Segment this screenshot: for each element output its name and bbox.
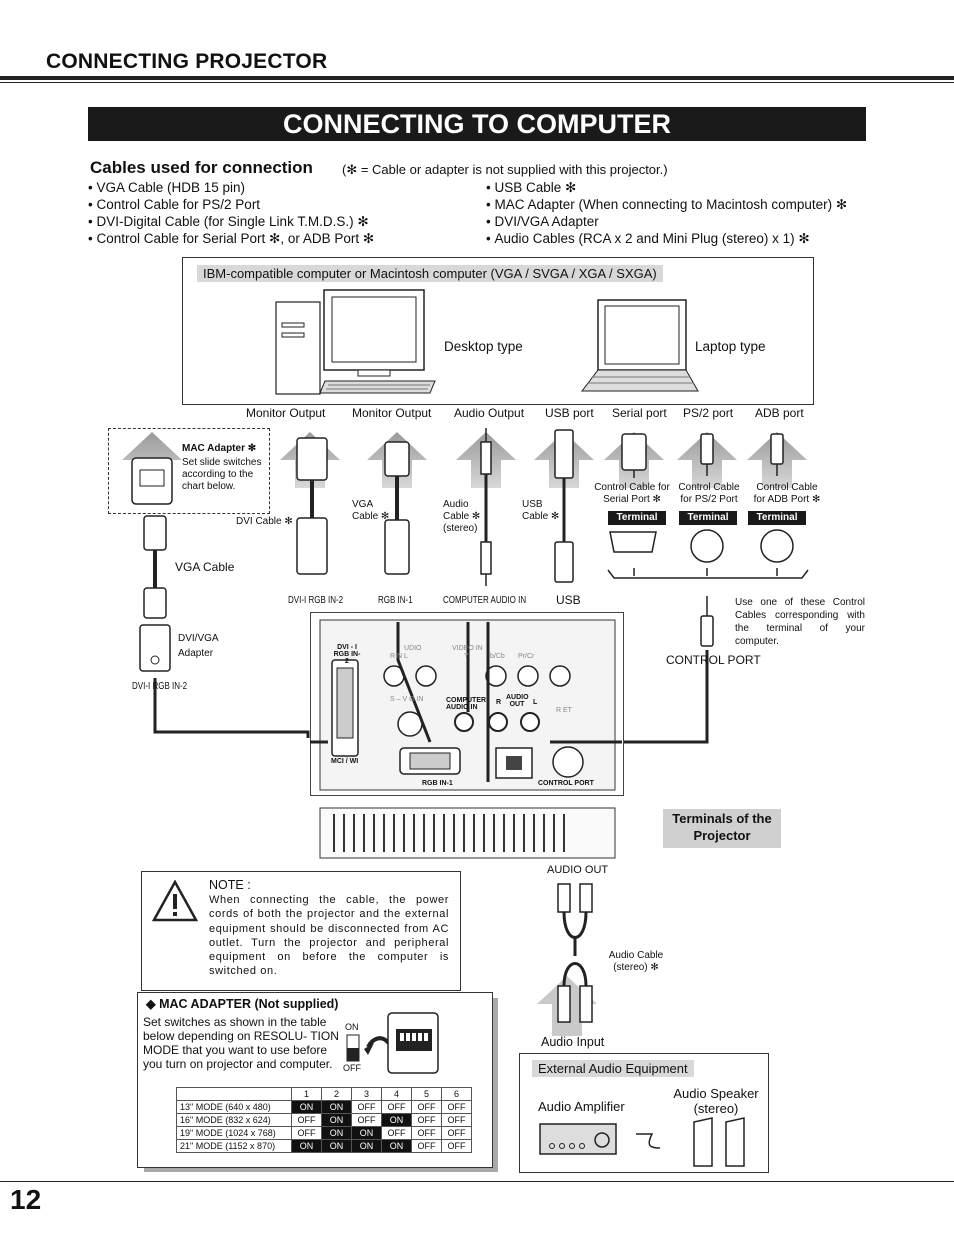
table-cell: OFF [292, 1127, 322, 1140]
port-label-serial: Serial port [612, 406, 667, 420]
amplifier-label: Audio Amplifier [538, 1099, 625, 1114]
mac-switch-illustration [344, 1005, 444, 1083]
audio-out-label: AUDIO OUT [547, 864, 609, 876]
speaker-label: Audio Speaker (stereo) [673, 1086, 759, 1116]
speaker-icon [694, 1118, 744, 1166]
terminal-tag: Terminal [748, 511, 806, 525]
table-cell: ON [382, 1114, 412, 1127]
table-cell: ON [322, 1114, 352, 1127]
audio-input-label: Audio Input [541, 1035, 605, 1049]
cable-item: • Control Cable for Serial Port ✻, or ADB Port ✻ [88, 230, 374, 247]
control-ps2-label: Control Cable for PS/2 Port [678, 482, 740, 505]
rgb-in1-label: RGB IN-1 [378, 595, 413, 606]
note-title: NOTE : [209, 878, 251, 892]
panel-rl-label: R N L [390, 653, 408, 660]
table-row [177, 1101, 472, 1114]
footer-rule [0, 1181, 954, 1182]
mac-adapter-panel-text: Set switches as shown in the table below depending on RESOLU- TION MODE that you want to use before you turn on projector and computer. [143, 1015, 339, 1071]
table-row [177, 1114, 472, 1127]
desktop-keyboard-icon [320, 381, 435, 393]
table-cell: OFF [442, 1140, 472, 1153]
table-cell: ON [322, 1140, 352, 1153]
panel-pb-label: b/Cb [490, 653, 505, 660]
panel-reset-label: R ET [556, 707, 572, 714]
terminal-tag: Terminal [608, 511, 666, 525]
vga-cable-label: VGA Cable [175, 560, 235, 574]
amplifier-icon [540, 1124, 616, 1154]
table-cell: ON [292, 1101, 322, 1114]
external-audio-title: External Audio Equipment [532, 1060, 694, 1077]
table-cell: ON [292, 1140, 322, 1153]
header-rule [0, 76, 954, 80]
laptop-label: Laptop type [695, 339, 766, 354]
control-note: Use one of these Control Cables corresponding with the terminal of your computer. [735, 597, 865, 647]
table-cell: OFF [412, 1101, 442, 1114]
table-cell: OFF [412, 1114, 442, 1127]
cable-list-left [88, 179, 374, 247]
computer-audio-in-label: COMPUTER AUDIO IN [443, 595, 527, 606]
panel-l-label: L [533, 699, 538, 706]
cable-item: • DVI-Digital Cable (for Single Link T.M.D.S.) ✻ [88, 213, 374, 230]
desktop-monitor-icon [324, 290, 424, 376]
cables-note: (✻ = Cable or adapter is not supplied with this projector.) [342, 162, 668, 177]
page-banner: CONNECTING TO COMPUTER [88, 107, 866, 141]
table-col-header: 2 [322, 1088, 352, 1101]
mac-mode-table [176, 1087, 472, 1153]
cable-item: • DVI/VGA Adapter [486, 213, 847, 230]
mac-adapter-icon [132, 458, 172, 504]
dvi-vga-adapter-icon [140, 625, 170, 671]
port-label-audio: Audio Output [454, 406, 525, 420]
dvi-vga-adapter-label: DVI/VGA Adapter [178, 633, 219, 659]
desktop-label: Desktop type [444, 339, 523, 354]
table-cell: ON [352, 1140, 382, 1153]
panel-rgb-in1-label: RGB IN-1 [422, 780, 453, 787]
cable-item: • USB Cable ✻ [486, 179, 847, 196]
mac-adapter-title: MAC Adapter ✻ [182, 443, 257, 454]
table-cell-mode: 13" MODE (640 x 480) [177, 1101, 292, 1114]
table-cell: ON [322, 1101, 352, 1114]
table-col-header: 6 [442, 1088, 472, 1101]
mac-adapter-desc: Set slide switches according to the chart below. [182, 457, 262, 492]
cable-item: • VGA Cable (HDB 15 pin) [88, 179, 374, 196]
usb-label: USB [556, 593, 581, 607]
table-cell: OFF [412, 1140, 442, 1153]
laptop-icon [582, 300, 698, 391]
terminals-of-projector: Terminals of the Projector [663, 809, 781, 848]
table-header-row [177, 1088, 472, 1101]
section-title: CONNECTING PROJECTOR [46, 50, 328, 73]
table-col-header: 1 [292, 1088, 322, 1101]
table-cell: OFF [442, 1101, 472, 1114]
cable-item: • MAC Adapter (When connecting to Macintosh computer) ✻ [486, 196, 847, 213]
panel-control-port-label: CONTROL PORT [538, 780, 594, 787]
cable-item: • Control Cable for PS/2 Port [88, 196, 374, 213]
table-cell: ON [382, 1140, 412, 1153]
panel-audio-label: UDIO [404, 645, 422, 652]
table-cell: ON [352, 1127, 382, 1140]
cable-list-right [486, 179, 847, 247]
terminal-connector-icons [608, 530, 808, 578]
panel-pr-label: Pr/Cr [518, 653, 535, 660]
panel-r-label: R [496, 699, 502, 706]
table-cell: ON [322, 1127, 352, 1140]
table-col-header: 4 [382, 1088, 412, 1101]
control-port-cable-icon [701, 596, 713, 646]
terminal-tag: Terminal [679, 511, 737, 525]
table-corner [177, 1088, 292, 1101]
usb-cable-label: USB Cable ✻ [522, 499, 560, 522]
control-adb-label: Control Cable for ADB Port ✻ [753, 482, 821, 505]
vga-cable-small-label: VGA Cable ✻ [352, 499, 390, 522]
table-col-header: 5 [412, 1088, 442, 1101]
panel-computer-audio-label: COMPUTER AUDIO IN [446, 697, 487, 711]
audio-cable-label: Audio Cable ✻ (stereo) [443, 499, 481, 534]
table-cell: OFF [412, 1127, 442, 1140]
panel-audio-out-label: AUDIO OUT [506, 694, 529, 708]
control-port-label: CONTROL PORT [666, 653, 761, 667]
port-label-usb: USB port [545, 406, 594, 420]
switch-off-label: OFF [343, 1063, 361, 1073]
dvi-rgb-in2-left-label: DVI-I RGB IN-2 [132, 681, 188, 692]
table-cell-mode: 21" MODE (1152 x 870) [177, 1140, 292, 1153]
port-label-monitor-2: Monitor Output [352, 406, 432, 420]
audio-equipment-illustration [536, 1116, 750, 1168]
panel-svideo-label: S – V O IN [390, 696, 424, 703]
table-row [177, 1127, 472, 1140]
cable-item: • Audio Cables (RCA x 2 and Mini Plug (stereo) x 1) ✻ [486, 230, 847, 247]
table-cell: OFF [352, 1114, 382, 1127]
table-col-header: 3 [352, 1088, 382, 1101]
table-cell-mode: 16" MODE (832 x 624) [177, 1114, 292, 1127]
table-row [177, 1140, 472, 1153]
computer-box-title: IBM-compatible computer or Macintosh computer (VGA / SVGA / XGA / SXGA) [197, 265, 663, 282]
vga-cable-icon [144, 516, 166, 618]
dvi-cable-icon [297, 438, 327, 574]
cables-heading: Cables used for connection [90, 158, 313, 177]
dvi-rgb-in2-label: DVI-I RGB IN-2 [288, 595, 344, 606]
control-serial-label: Control Cable for Serial Port ✻ [594, 482, 670, 505]
table-cell: OFF [382, 1127, 412, 1140]
header-rule-thin [0, 82, 954, 83]
table-cell-mode: 19" MODE (1024 x 768) [177, 1127, 292, 1140]
panel-mci-label: MCI / WI [331, 758, 359, 765]
port-label-monitor-1: Monitor Output [246, 406, 326, 420]
mac-adapter-panel-title: ◆ MAC ADAPTER (Not supplied) [146, 997, 339, 1011]
table-cell: OFF [292, 1114, 322, 1127]
panel-video-in-label: VIDEO IN [452, 645, 483, 652]
note-text: When connecting the cable, the power cords of both the projector and the external equipment should be disconnected from AC outlet. Turn the projector and peripheral equipment on before the computer is switched on. [209, 894, 449, 978]
port-label-adb: ADB port [755, 406, 804, 420]
panel-dvi-label: DVI - I RGB IN-2 [333, 644, 361, 665]
table-cell: OFF [382, 1101, 412, 1114]
table-cell: OFF [352, 1101, 382, 1114]
panel-y-label: Y [464, 653, 469, 660]
warning-icon [152, 880, 198, 922]
audio-cable-stereo-label: Audio Cable (stereo) ✻ [608, 950, 664, 973]
dvi-cable-label: DVI Cable ✻ [236, 516, 293, 527]
page-number: 12 [10, 1184, 42, 1215]
switch-on-label: ON [345, 1022, 359, 1032]
table-cell: OFF [442, 1114, 472, 1127]
desktop-tower-icon [276, 302, 320, 394]
port-label-ps2: PS/2 port [683, 406, 734, 420]
table-cell: OFF [442, 1127, 472, 1140]
